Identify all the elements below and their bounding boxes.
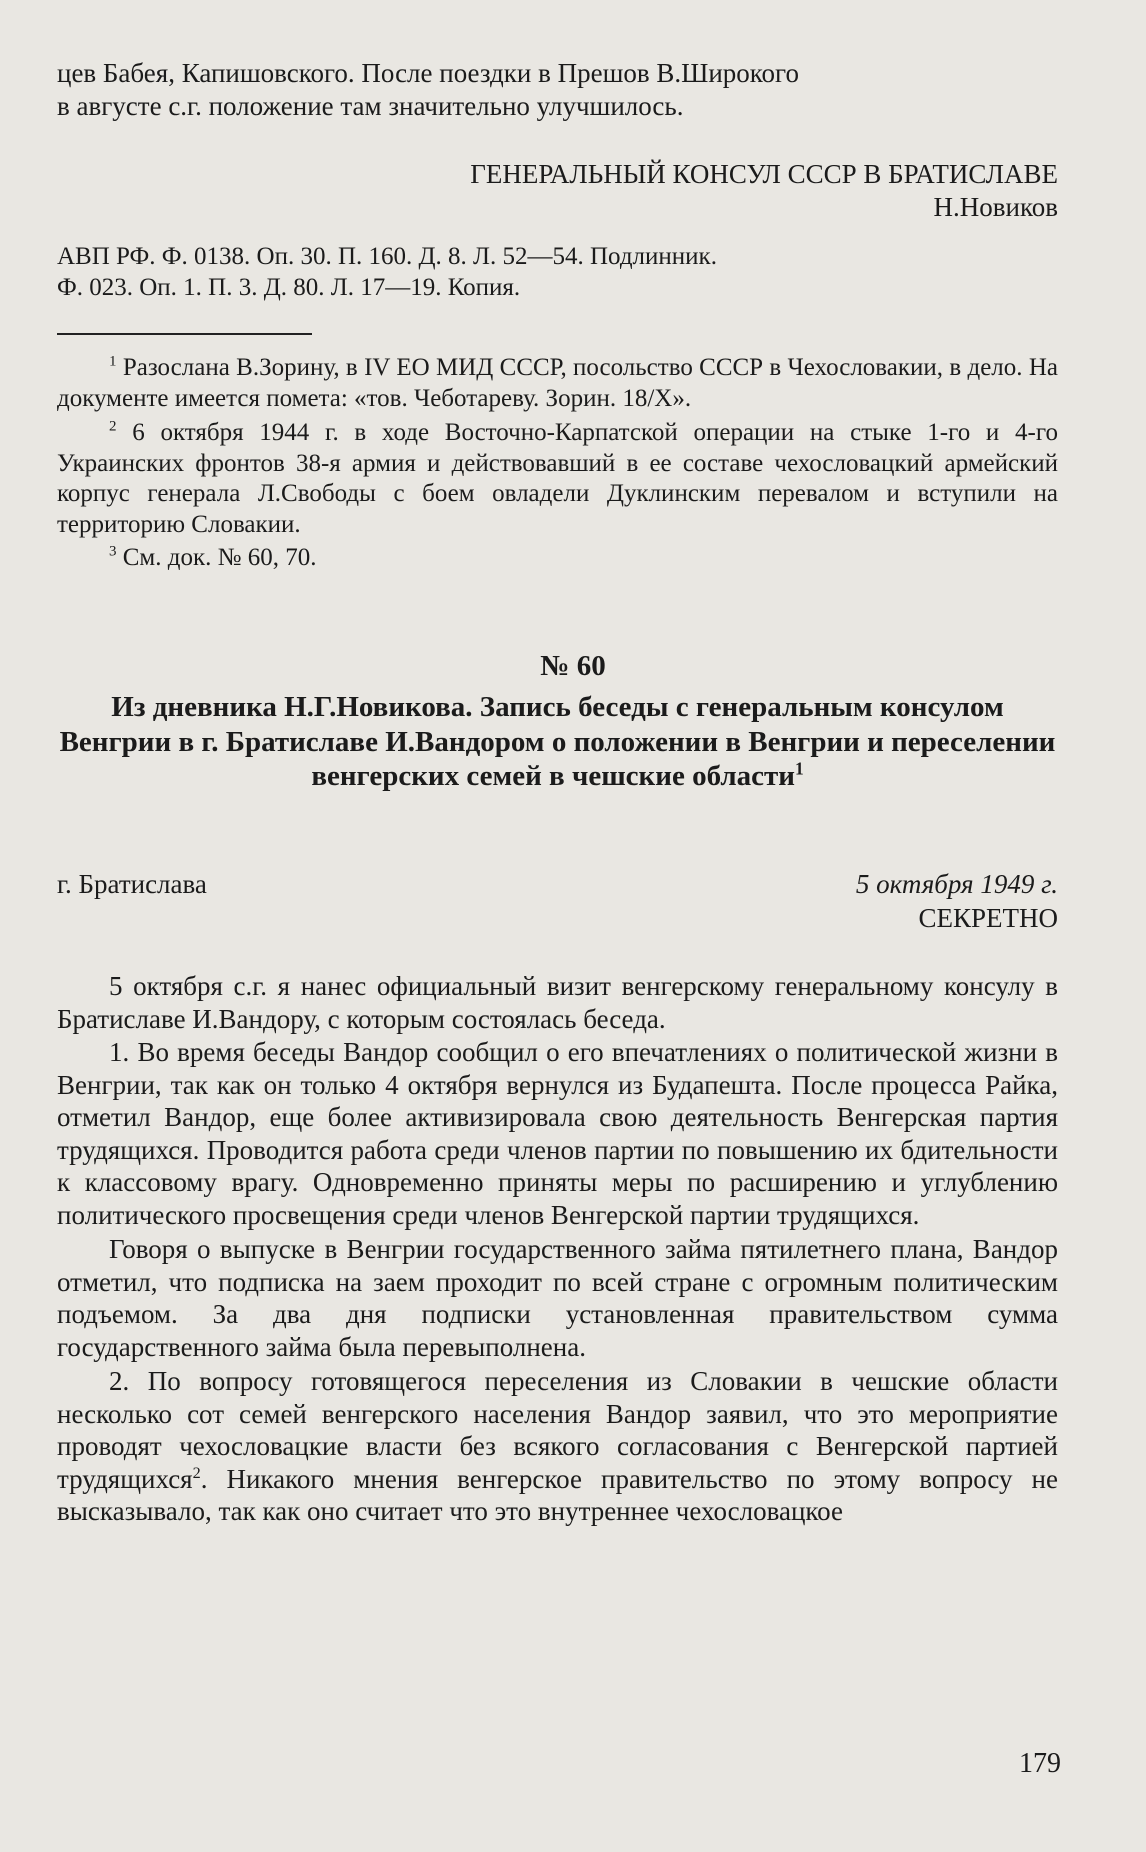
- body-paragraph: Говоря о выпуске в Венгрии государственного займа пятилетнего плана, Вандор отметил, что подписка на заем проходит по всей стране с огромным политическим подъемом. За два дня подписки установленная правительством сумма государственного займа была перевыполнена.: [57, 1234, 1058, 1362]
- document-body: [57, 970, 1058, 1528]
- footnote: [57, 418, 1058, 540]
- footnote: [57, 353, 1058, 414]
- footnote: [57, 543, 1058, 574]
- footnotes: [57, 353, 1058, 573]
- archive-sources: [57, 241, 1058, 303]
- footnote-mark: 3: [109, 543, 117, 560]
- footnote-mark: 2: [109, 418, 117, 435]
- continued-paragraph: [57, 57, 1058, 122]
- footnote-mark: 1: [109, 353, 117, 370]
- classification-stamp: СЕКРЕТНО: [918, 903, 1058, 933]
- signature-name: Н.Новиков: [933, 191, 1058, 222]
- signature-block: [57, 158, 1058, 223]
- body-text: . Никакого мнения венгерское правительство по этому вопросу не высказывало, так как оно считает что это внутреннее чехословацкое: [57, 1463, 1058, 1526]
- signature-position: ГЕНЕРАЛЬНЫЙ КОНСУЛ СССР В БРАТИСЛАВЕ: [470, 159, 1058, 189]
- text-line: цев Бабея, Капишовского. После поездки в Прешов В.Широкого: [57, 58, 799, 88]
- document-header: [57, 868, 1058, 935]
- footnote-text: 6 октября 1944 г. в ходе Восточно-Карпатской операции на стыке 1-го и 4-го Украинских фронтов 38-я армия и действовавший в ее составе чехословацкий армейский корпус генерала Л.Свободы с боем овладели Дуклинским перевалом и вступили на территорию Словакии.: [57, 419, 1058, 538]
- document-place: г. Братислава: [57, 869, 207, 899]
- footnote-text: См. док. № 60, 70.: [122, 543, 317, 571]
- document-title-text: Из дневника Н.Г.Новикова. Запись беседы с генеральным консулом Венгрии в г. Братиславе И.Вандором о положении в Венгрии и переселении венгерских семей в чешские области: [59, 691, 1056, 792]
- body-paragraph: [57, 1365, 1058, 1528]
- footnote-mark: 2: [192, 1463, 201, 1482]
- footnote-divider: [57, 333, 312, 335]
- body-paragraph: 1. Во время беседы Вандор сообщил о его впечатлениях о политической жизни в Венгрии, так как он только 4 октября вернулся из Будапешта. После процесса Райка, отметил Вандор, еще более активизировала свою деятельность Венгерская партия трудящихся. Проводится работа среди членов партии по повышению их бдительности к классовому врагу. Одновременно приняты меры по расширению и углублению политического просвещения среди членов Венгерской партии трудящихся.: [57, 1037, 1058, 1230]
- body-paragraph: 5 октября с.г. я нанес официальный визит венгерскому генеральному консулу в Братиславе И.Вандору, с которым состоялась беседа.: [57, 971, 1058, 1034]
- footnote-text: Разослана В.Зорину, в IV ЕО МИД СССР, посольство СССР в Чехословакии, в дело. На документе имеется помета: «тов. Чеботареву. Зорин. 18/X».: [57, 354, 1058, 412]
- title-footnote-mark: 1: [794, 758, 804, 779]
- body-text: 2. По вопросу готовящегося переселения из Словакии в чешские области несколько сот семей венгерского населения Вандор заявил, что это мероприятие проводят чехословацкие власти без всякого согласования с Венгерской партией трудящихся: [57, 1366, 1058, 1494]
- source-line: АВП РФ. Ф. 0138. Оп. 30. П. 160. Д. 8. Л. 52—54. Подлинник.: [57, 243, 717, 270]
- text-line: в августе с.г. положение там значительно улучшилось.: [57, 90, 684, 121]
- document-date: 5 октября 1949 г.: [855, 869, 1058, 899]
- page-number: 179: [1019, 1748, 1061, 1779]
- document-number: № 60: [540, 650, 606, 682]
- document-title: [57, 690, 1058, 794]
- source-line: Ф. 023. Оп. 1. П. 3. Д. 80. Л. 17—19. Копия.: [57, 274, 521, 301]
